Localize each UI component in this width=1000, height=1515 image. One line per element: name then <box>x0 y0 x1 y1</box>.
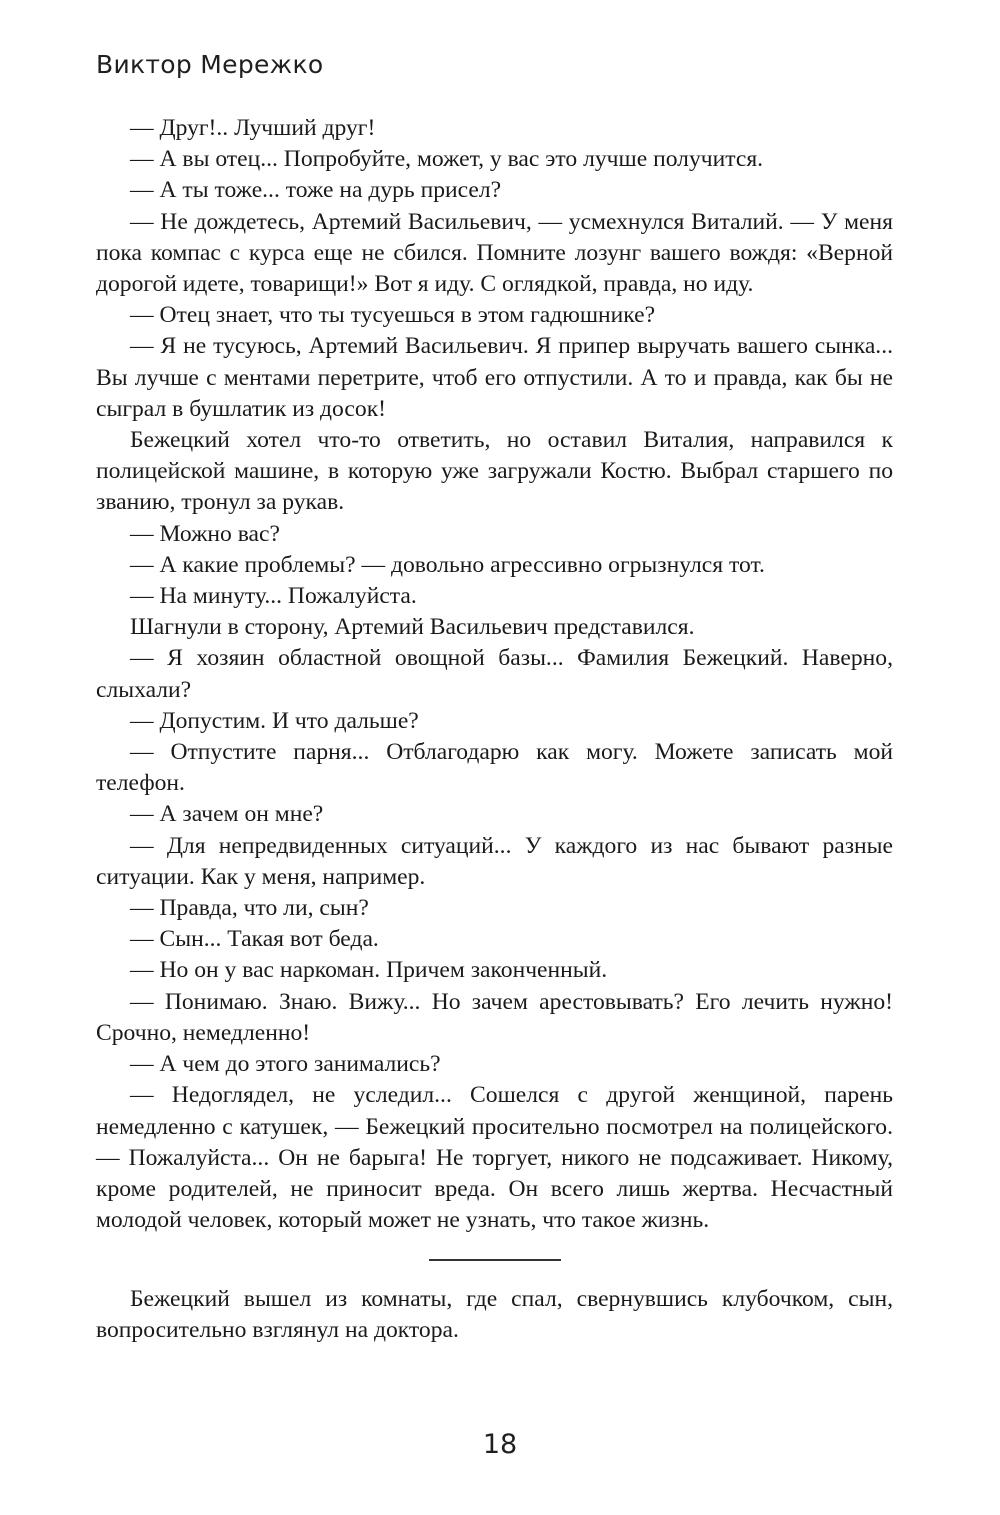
paragraph: — На минуту... Пожалуйста. <box>130 583 417 610</box>
paragraph: — Сын... Такая вот беда. <box>130 926 379 953</box>
paragraph: — А какие проблемы? — довольно агрессивно огрызнулся тот. <box>130 551 765 578</box>
paragraph: — Не дождетесь, Артемий Васильевич, — усмехнулся Виталий. — У меня пока компас с курса еще не сбился. Помните лозунг вашего вождя: «Верной дорогой идете, товарищи!» Вот я иду. С оглядкой, правда, но иду. <box>96 208 893 298</box>
paragraph: — А зачем он мне? <box>130 801 324 828</box>
section-break-rule <box>429 1259 561 1261</box>
paragraph: — А ты тоже... тоже на дурь присел? <box>130 177 502 204</box>
paragraph: — Отпустите парня... Отблагодарю как могу. Можете записать мой телефон. <box>96 739 893 797</box>
paragraph: Бежецкий хотел что-то ответить, но оставил Виталия, направился к полицейской машине, в которую уже загружали Костю. Выбрал старшего по званию, тронул за рукав. <box>96 427 893 516</box>
page-body <box>96 113 893 1346</box>
paragraph: — Отец знает, что ты тусуешься в этом гадюшнике? <box>130 302 656 329</box>
paragraph: — Для непредвиденных ситуаций... У каждого из нас бывают разные ситуации. Как у меня, например. <box>96 832 893 890</box>
paragraph: — Друг!.. Лучший друг! <box>130 115 376 141</box>
paragraph: — А чем до этого занимались? <box>130 1051 441 1078</box>
paragraph: — А вы отец... Попробуйте, может, у вас это лучше получится. <box>130 146 764 173</box>
paragraph: Бежецкий вышел из комнаты, где спал, свернувшись клубочком, сын, вопросительно взглянул на доктора. <box>96 1285 893 1344</box>
paragraph: — Я не тусуюсь, Артемий Васильевич. Я припер выручать вашего сынка... Вы лучше с ментами перетрите, чтоб его отпустили. А то и правда, как бы не сыграл в бушлатик из досок! <box>96 333 893 422</box>
page-number: 18 <box>482 1429 518 1460</box>
paragraph: — Понимаю. Знаю. Вижу... Но зачем арестовывать? Его лечить нужно! Срочно, немедленно! <box>96 988 893 1046</box>
running-head-author: Виктор Мережко <box>96 50 324 79</box>
paragraph: Шагнули в сторону, Артемий Васильевич представился. <box>130 614 695 641</box>
paragraph: — Правда, что ли, сын? <box>130 895 369 922</box>
paragraph: — Можно вас? <box>130 520 280 547</box>
paragraph: — Недоглядел, не уследил... Сошелся с другой женщиной, парень немедленно с катушек, — Бежецкий просительно посмотрел на полицейского. — Пожалуйста... Он не барыга! Не торгует, никого не подсаживает. Никому, кроме родителей, не приносит вреда. Он всего лишь жертва. Несчастный молодой человек, который может не узнать, что такое жизнь. <box>96 1082 893 1234</box>
paragraph: — Но он у вас наркоман. Причем законченный. <box>130 957 608 984</box>
paragraph: — Допустим. И что дальше? <box>130 707 419 734</box>
paragraph: — Я хозяин областной овощной базы... Фамилия Бежецкий. Наверно, слыхали? <box>96 645 893 703</box>
